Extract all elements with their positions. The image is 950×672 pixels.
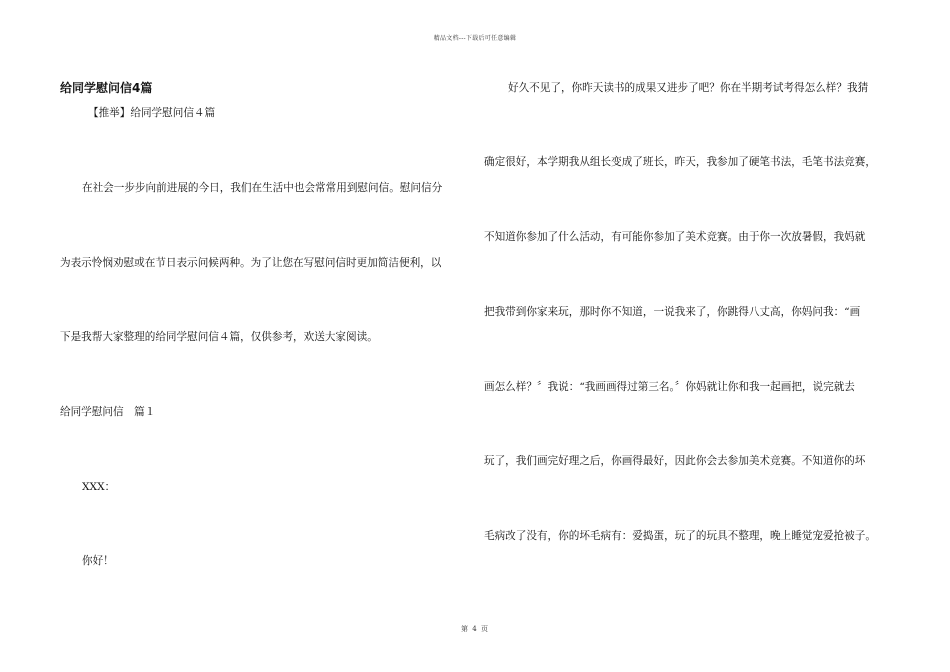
page-header: 精品文档---下载后可任意编辑 — [433, 35, 517, 42]
section-heading: 给同学慰问信 篇１ — [60, 406, 156, 418]
intro-line-1: 在社会一步步向前进展的今日，我们在生活中也会常常用到慰问信。慰问信分 — [82, 182, 443, 194]
body-line-7: 毛病改了没有，你的坏毛病有：爱捣蛋，玩了的玩具不整理，晚上睡觉宠爱抢被子。 — [484, 530, 876, 542]
salutation: XXX： — [82, 481, 116, 493]
body-line-4: 把我带到你家来玩，那时你不知道，一说我来了，你跳得八丈高，你妈问我：“画 — [484, 306, 861, 318]
body-line-3: 不知道你参加了什么活动，有可能你参加了美术竞赛。由于你一次放暑假，我妈就 — [484, 231, 866, 243]
document-title: 给同学慰问信4篇 — [60, 81, 153, 95]
body-line-2: 确定很好，本学期我从组长变成了班长，昨天，我参加了硬笔书法，毛笔书法竞赛， — [484, 156, 876, 168]
intro-line-3: 下是我帮大家整理的给同学慰问信４篇，仅供参考，欢送大家阅读。 — [60, 331, 378, 343]
intro-line-2: 为表示怜悯劝慰或在节日表示问候两种。为了让您在写慰问信时更加简洁便利，以 — [60, 257, 442, 269]
recommend-line: 【推举】给同学慰问信４篇 — [88, 107, 216, 119]
body-line-5: 画怎么样？〞我说：“我画画得过第三名。〞你妈就让你和我一起画把，说完就去 — [484, 381, 855, 393]
body-line-1: 好久不见了，你昨天读书的成果又进步了吧？你在半期考试考得怎么样？我猜 — [508, 82, 869, 94]
greeting: 你好！ — [82, 555, 114, 567]
page-number: 第 4 页 — [461, 625, 489, 633]
body-line-6: 玩了，我们画完好理之后，你画得最好，因此你会去参加美术竞赛。不知道你的坏 — [484, 455, 866, 467]
